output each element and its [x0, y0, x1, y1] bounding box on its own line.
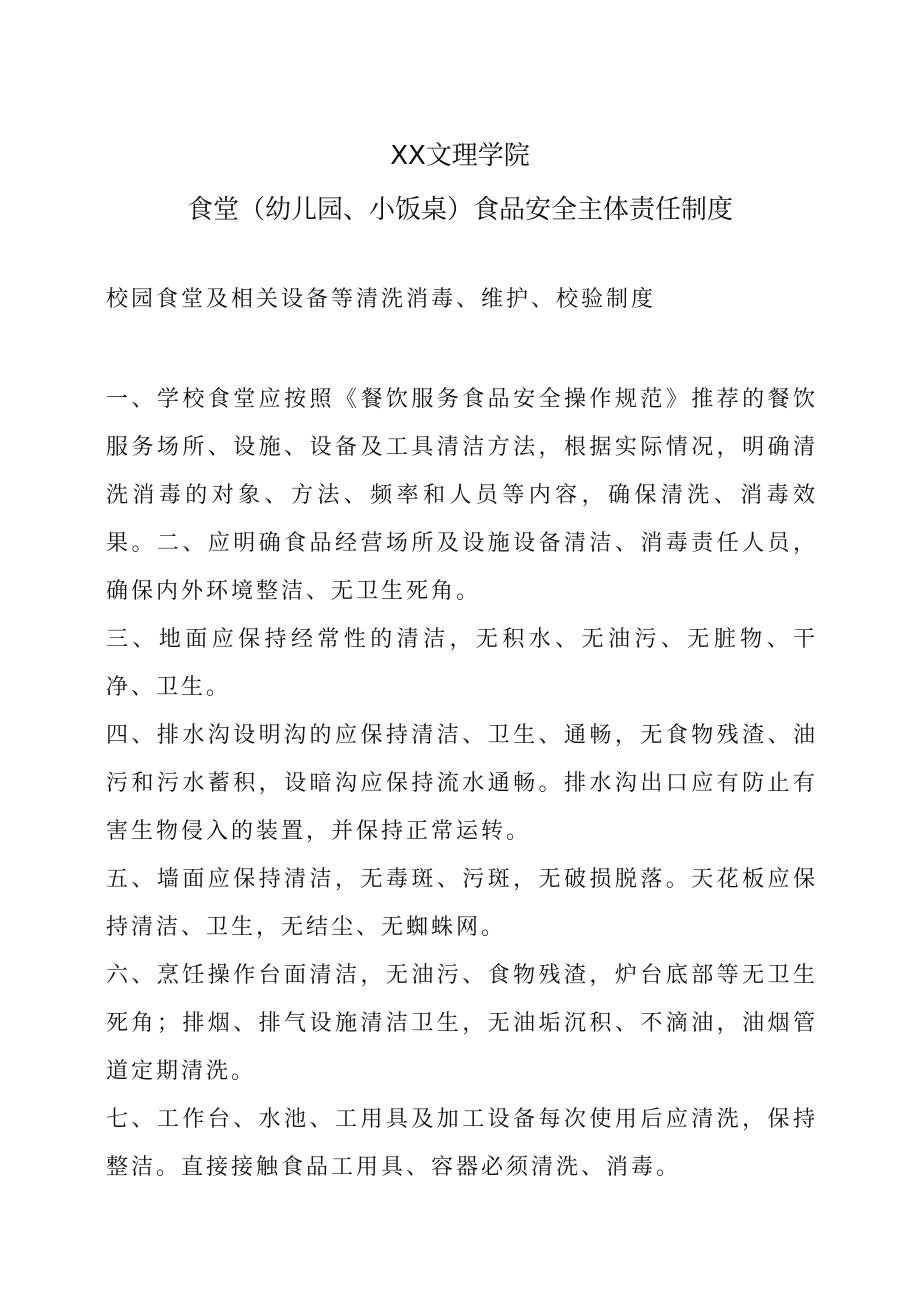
- paragraph-7: 七、工作台、水池、工用具及加工设备每次使用后应清洗，保持整洁。直接接触食品工用具、容器必须清洗、消毒。: [106, 1107, 818, 1180]
- paragraph-4: 四、排水沟设明沟的应保持清洁、卫生、通畅，无食物残渣、油污和污水蓄积，设暗沟应保持流水通畅。排水沟出口应有防止有害生物侵入的装置，并保持正常运转。: [106, 723, 818, 844]
- document-title-heading: 食堂（幼儿园、小饭桌）食品安全主体责任制度: [186, 195, 733, 225]
- paragraph-1: 一、学校食堂应按照《餐饮服务食品安全操作规范》推荐的餐饮服务场所、设施、设备及工具清洁方法，根据实际情况，明确清洗消毒的对象、方法、频率和人员等内容，确保清洗、消毒效果。二、应明确食品经营场所及设施设备清洁、消毒责任人员，确保内外环境整洁、无卫生死角。: [106, 387, 818, 604]
- paragraph-6: 六、烹饪操作台面清洁，无油污、食物残渣，炉台底部等无卫生死角；排烟、排气设施清洁卫生，无油垢沉积、不滴油，油烟管道定期清洗。: [106, 963, 818, 1084]
- paragraph-3: 三、地面应保持经常性的清洁，无积水、无油污、无脏物、干净、卫生。: [106, 627, 818, 700]
- document-body: [106, 376, 818, 1192]
- paragraph-5: 五、墙面应保持清洁，无毒斑、污斑，无破损脱落。天花板应保持清洁、卫生，无结尘、无蜘蛛网。: [106, 867, 818, 940]
- school-name-heading: XX文理学院: [390, 141, 530, 171]
- section-title: 校园食堂及相关设备等清洗消毒、维护、校验制度: [106, 287, 657, 312]
